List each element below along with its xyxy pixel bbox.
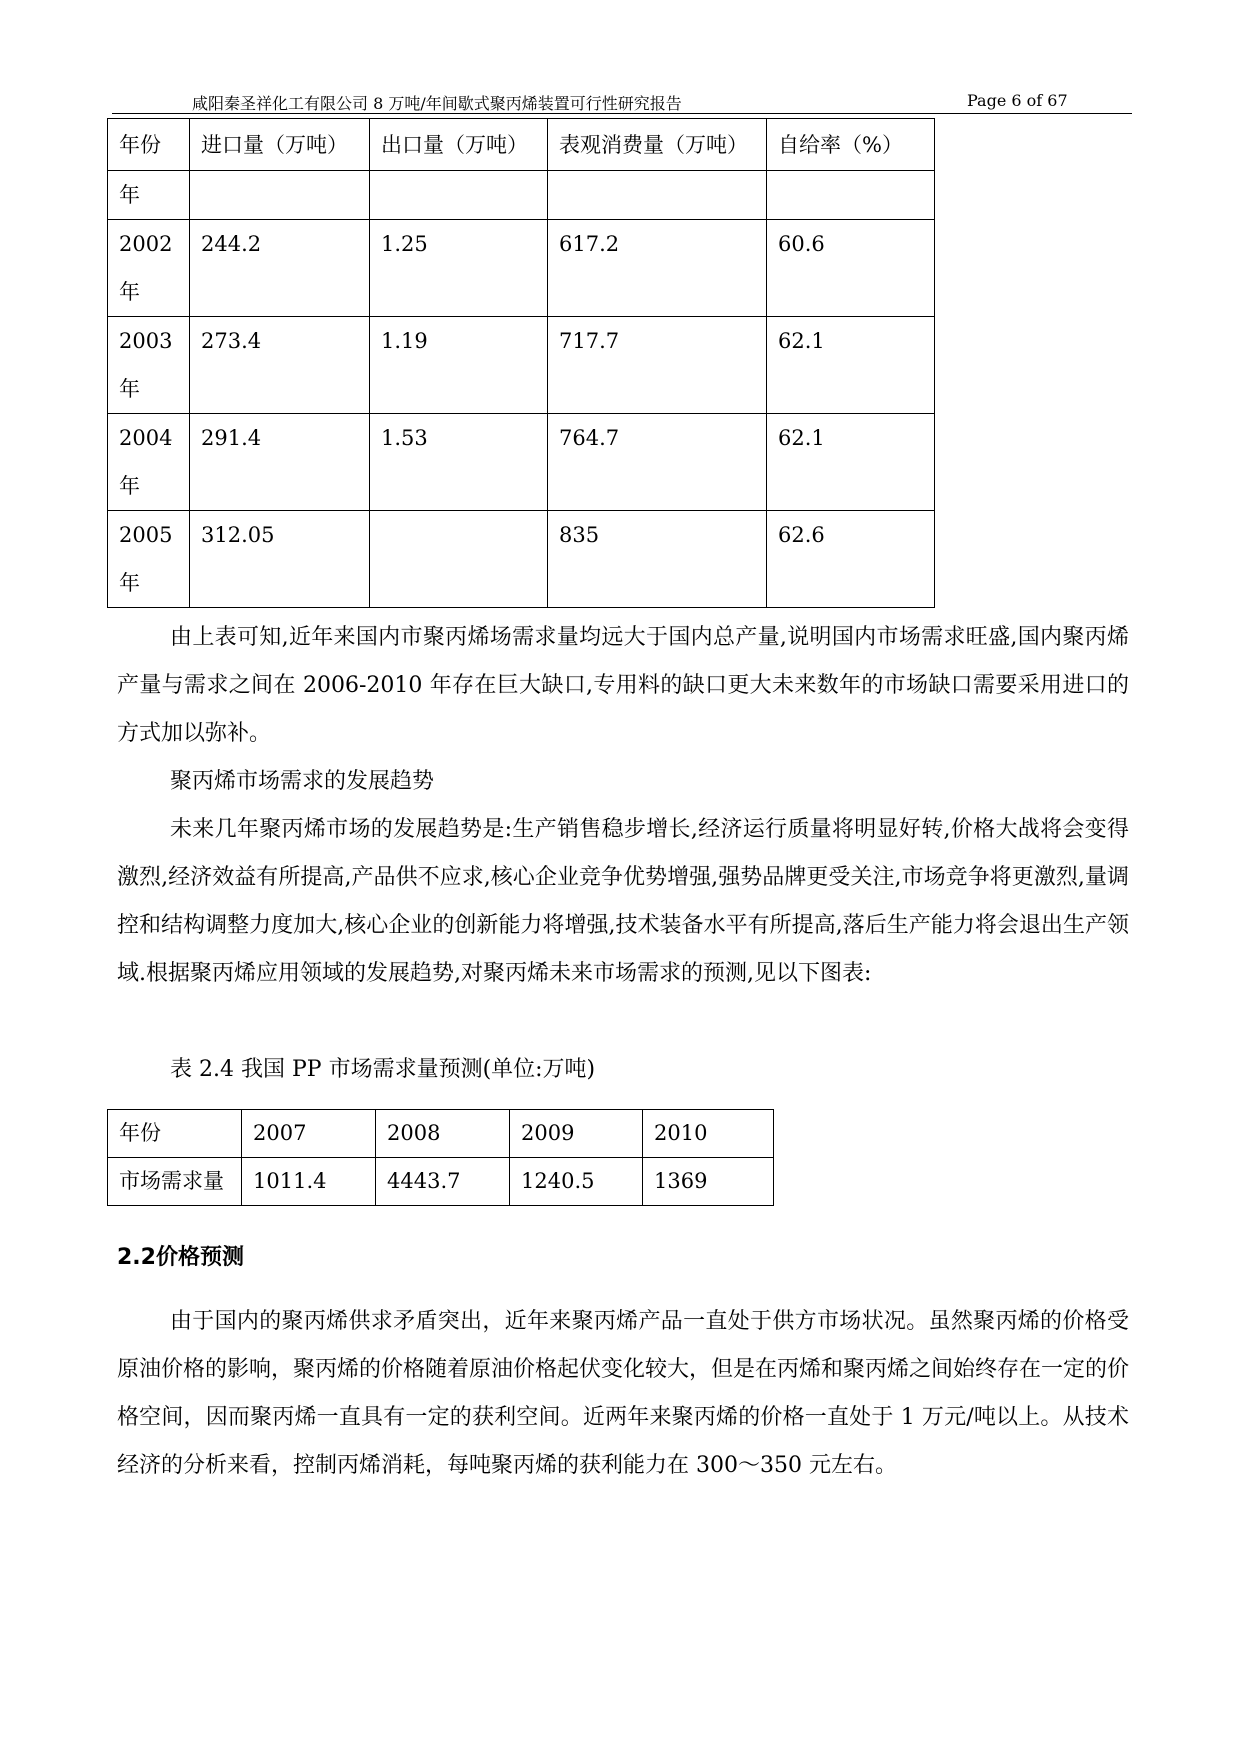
- table-cell: 4443.7: [376, 1158, 510, 1206]
- table-cell: 1.53: [370, 414, 548, 511]
- table-cell: 1011.4: [242, 1158, 376, 1206]
- section-heading: 2.2价格预测: [117, 1245, 244, 1270]
- table-cell: 1369: [643, 1158, 774, 1206]
- table-row: [108, 511, 935, 608]
- table-cell: 717.7: [548, 317, 767, 414]
- table-cell: [190, 171, 370, 220]
- table-cell: [370, 171, 548, 220]
- table-cell: 60.6: [767, 220, 935, 317]
- table-cell: 年: [108, 171, 190, 220]
- paragraph-trend: 未来几年聚丙烯市场的发展趋势是:生产销售稳步增长,经济运行质量将明显好转,价格大战将会变得激烈,经济效益有所提高,产品供不应求,核心企业竞争优势增强,强势品牌更受关注,市场竞争将更激烈,量调控和结构调整力度加大,核心企业的创新能力将增强,技术装备水平有所提高,落后生产能力将会退出生产领域.根据聚丙烯应用领域的发展趋势,对聚丙烯未来市场需求的预测,见以下图表:: [117, 817, 1129, 986]
- paragraph-price: 由于国内的聚丙烯供求矛盾突出，近年来聚丙烯产品一直处于供方市场状况。虽然聚丙烯的价格受原油价格的影响，聚丙烯的价格随着原油价格起伏变化较大，但是在丙烯和聚丙烯之间始终存在一定的价格空间，因而聚丙烯一直具有一定的获利空间。近两年来聚丙烯的价格一直处于 1 万元/吨以上。从技术经济的分析来看，控制丙烯消耗，每吨聚丙烯的获利能力在 300～350 元左右。: [117, 1309, 1130, 1478]
- pp-demand-forecast-table: [107, 1109, 774, 1206]
- report-title: 咸阳秦圣祥化工有限公司 8 万吨/年间歇式聚丙烯装置可行性研究报告: [192, 94, 682, 113]
- table-cell: 273.4: [190, 317, 370, 414]
- table-cell: 291.4: [190, 414, 370, 511]
- trend-heading: 聚丙烯市场需求的发展趋势: [170, 769, 435, 794]
- table-caption: 表 2.4 我国 PP 市场需求量预测(单位:万吨): [170, 1057, 596, 1082]
- header-rule: [112, 113, 1132, 114]
- table-cell: 2010: [643, 1110, 774, 1158]
- table-row: [108, 171, 935, 220]
- table-header-cell: 表观消费量（万吨）: [548, 119, 767, 171]
- table-cell-year: 2004 年: [108, 414, 190, 511]
- table-header-row: [108, 119, 935, 171]
- table-cell: 2007: [242, 1110, 376, 1158]
- page-number: Page 6 of 67: [967, 91, 1068, 110]
- import-export-table: [107, 118, 935, 608]
- table-cell: 312.05: [190, 511, 370, 608]
- table-cell: 835: [548, 511, 767, 608]
- table-cell: 764.7: [548, 414, 767, 511]
- table-cell: 617.2: [548, 220, 767, 317]
- page-header: [112, 88, 1132, 114]
- table-cell: 2009: [510, 1110, 643, 1158]
- table-header-cell: 自给率（%）: [767, 119, 935, 171]
- table-header-cell: 进口量（万吨）: [190, 119, 370, 171]
- table-cell: 2008: [376, 1110, 510, 1158]
- table-row: [108, 220, 935, 317]
- table-cell: 1.25: [370, 220, 548, 317]
- table-row: [108, 414, 935, 511]
- table-cell: 1.19: [370, 317, 548, 414]
- table-cell: 1240.5: [510, 1158, 643, 1206]
- table-cell: 年份: [108, 1110, 242, 1158]
- table-row: [108, 1110, 774, 1158]
- table-cell: [767, 171, 935, 220]
- table-cell-year: 2005 年: [108, 511, 190, 608]
- table-row: [108, 1158, 774, 1206]
- table-cell: [548, 171, 767, 220]
- table-row: [108, 317, 935, 414]
- table-cell-year: 2002 年: [108, 220, 190, 317]
- table-cell: 62.1: [767, 317, 935, 414]
- paragraph-analysis: 由上表可知,近年来国内市聚丙烯场需求量均远大于国内总产量,说明国内市场需求旺盛,国内聚丙烯产量与需求之间在 2006-2010 年存在巨大缺口,专用料的缺口更大未来数年的市场缺口需要采用进口的方式加以弥补。: [117, 625, 1129, 746]
- table-cell: [370, 511, 548, 608]
- table-header-cell: 年份: [108, 119, 190, 171]
- table-cell: 62.6: [767, 511, 935, 608]
- table-cell: 市场需求量: [108, 1158, 242, 1206]
- table-cell: 62.1: [767, 414, 935, 511]
- table-header-cell: 出口量（万吨）: [370, 119, 548, 171]
- table-cell-year: 2003 年: [108, 317, 190, 414]
- table-cell: 244.2: [190, 220, 370, 317]
